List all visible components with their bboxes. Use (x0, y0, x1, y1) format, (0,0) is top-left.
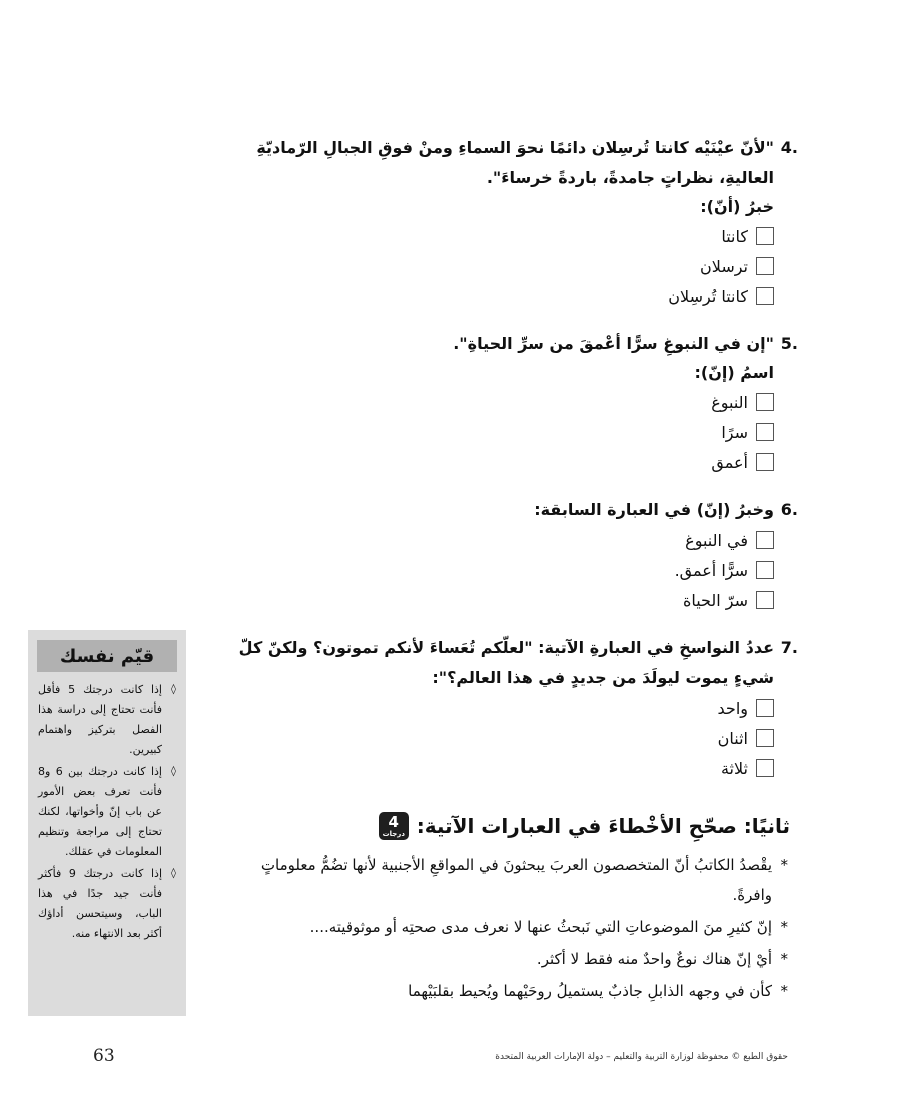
option-label: في النبوغ (685, 530, 748, 550)
option[interactable] (238, 585, 774, 615)
checkbox[interactable] (756, 393, 774, 411)
question-sub-prompt: خبرُ (أنّ): (700, 197, 774, 216)
diamond-icon: ◊ (171, 868, 176, 879)
question-text: وخبرُ (إنّ) في العبارة السابقة: (534, 500, 774, 519)
question-4 (238, 133, 798, 311)
options-list (238, 693, 774, 783)
option[interactable] (238, 221, 774, 251)
question-text: "لأنّ عيْنَيْه كانتا تُرسِلان دائمًا نحوَ السماءِ ومنْ فوقِ الجبالِ الرّماديّةِ العاليةِ، نظراتٍ جامدةً، باردةً خرساءَ". (256, 138, 774, 187)
question-number: .6 (780, 500, 798, 519)
correction-text: يقْصدُ الكاتبُ أنّ المتخصصون العربَ يبحثونَ في المواقعِ الأجنبية لأنها تضُمُّ معلوماتٍ وافرةً. (260, 856, 772, 904)
corrections-list (228, 850, 788, 1008)
assessment-tip: إذا كانت درجتك بين 6 و8 فأنت تعرف بعض الأمور عن باب إنّ وأخواتها، لكنك تحتاج إلى مراجعة وتنظيم المعلومات في عقلك. (38, 765, 162, 858)
bullet: * (780, 856, 788, 874)
option[interactable] (238, 693, 774, 723)
section-title: ثانيًا: صحّحِ الأخْطاءَ في العبارات الآتية: (416, 814, 790, 838)
list-item (228, 850, 788, 910)
self-assessment-box (28, 630, 186, 1016)
option[interactable] (238, 387, 774, 417)
option-label: النبوغ (711, 392, 748, 412)
option-label: ترسلان (700, 256, 748, 276)
option[interactable] (238, 753, 774, 783)
option[interactable] (238, 417, 774, 447)
copyright-note: حقوق الطبع © محفوظة لوزارة التربية والتعليم – دولة الإمارات العربية المتحدة (495, 1052, 788, 1062)
option-label: سرًا (721, 422, 748, 442)
checkbox[interactable] (756, 257, 774, 275)
option[interactable] (238, 525, 774, 555)
checkbox[interactable] (756, 453, 774, 471)
question-number: .4 (780, 138, 798, 157)
option-label: واحد (717, 698, 748, 718)
marks-unit: درجات (382, 829, 405, 838)
option[interactable] (238, 251, 774, 281)
question-text: عددُ النواسخِ في العبارةِ الآتية: "لعلّكم تُعَساءَ لأنكم تموتون؟ ولكنّ كلّ شيءٍ يموت ليولَدَ من جديدٍ في هذا العالم؟": (238, 638, 774, 687)
option-label: أعمق (711, 452, 748, 472)
option-label: كانتا تُرسِلان (668, 286, 748, 306)
options-list (238, 525, 774, 615)
correction-text: أيْ إنّ هناك نوعٌ واحدٌ منه فقط لا أكثر. (536, 950, 772, 968)
question-stem (238, 495, 798, 525)
option-label: ثلاثة (720, 758, 748, 778)
correction-text: إنّ كثيرِ منَ الموضوعاتِ التي نَبحثُ عنها لا نعرف مدى صحتِه أو موثوقيته.... (309, 918, 772, 936)
option[interactable] (238, 723, 774, 753)
marks-number: 4 (388, 812, 399, 831)
bullet: * (780, 950, 788, 968)
question-stem (238, 633, 798, 693)
diamond-icon: ◊ (171, 766, 176, 777)
checkbox[interactable] (756, 423, 774, 441)
checkbox[interactable] (756, 729, 774, 747)
questions-column (238, 133, 798, 801)
bullet: * (780, 982, 788, 1000)
self-assessment-list (28, 680, 186, 944)
option[interactable] (238, 281, 774, 311)
option-label: اثنان (717, 728, 748, 748)
page-number: 63 (93, 1046, 115, 1066)
checkbox[interactable] (756, 561, 774, 579)
question-5 (238, 329, 798, 477)
diamond-icon: ◊ (171, 684, 176, 695)
checkbox[interactable] (756, 759, 774, 777)
options-list (238, 221, 774, 311)
options-list (238, 387, 774, 477)
question-stem (238, 133, 798, 193)
option-label: سرّ الحياة (682, 590, 748, 610)
bullet: * (780, 918, 788, 936)
list-item (38, 680, 176, 760)
marks-badge (379, 812, 409, 840)
section-heading (379, 812, 790, 840)
assessment-tip: إذا كانت درجتك 9 فأكثر فأنت جيد جدًا في هذا الباب، وسيتحسن أداؤك أكثر بعد الانتهاء منه. (38, 867, 163, 940)
question-stem (238, 329, 798, 359)
list-item (228, 912, 788, 942)
sidebar-title: قيّم نفسك (37, 640, 177, 672)
option[interactable] (238, 447, 774, 477)
option-label: كانتا (721, 226, 748, 246)
question-number: .5 (780, 334, 798, 353)
correction-text: كأن في وجهه الذابلِ جاذبٌ يستميلُ روحَيْهما ويُحيط بقلبَيْهما (408, 982, 772, 1000)
list-item (228, 944, 788, 974)
checkbox[interactable] (756, 227, 774, 245)
list-item (38, 762, 176, 862)
list-item (228, 976, 788, 1006)
option-label: سرًّا أعمق. (674, 560, 748, 580)
checkbox[interactable] (756, 287, 774, 305)
checkbox[interactable] (756, 591, 774, 609)
question-sub-prompt: اسمُ (إنّ): (694, 363, 774, 382)
question-number: .7 (780, 638, 798, 657)
question-7 (238, 633, 798, 783)
question-6 (238, 495, 798, 615)
list-item (38, 864, 176, 944)
checkbox[interactable] (756, 699, 774, 717)
question-text: "إن في النبوغِ سرًّا أعْمقَ من سرِّ الحياةِ". (453, 334, 774, 353)
assessment-tip: إذا كانت درجتك 5 فأقل فأنت تحتاج إلى دراسة هذا الفصل بتركيز واهتمام كبيرين. (38, 683, 162, 756)
option[interactable] (238, 555, 774, 585)
checkbox[interactable] (756, 531, 774, 549)
